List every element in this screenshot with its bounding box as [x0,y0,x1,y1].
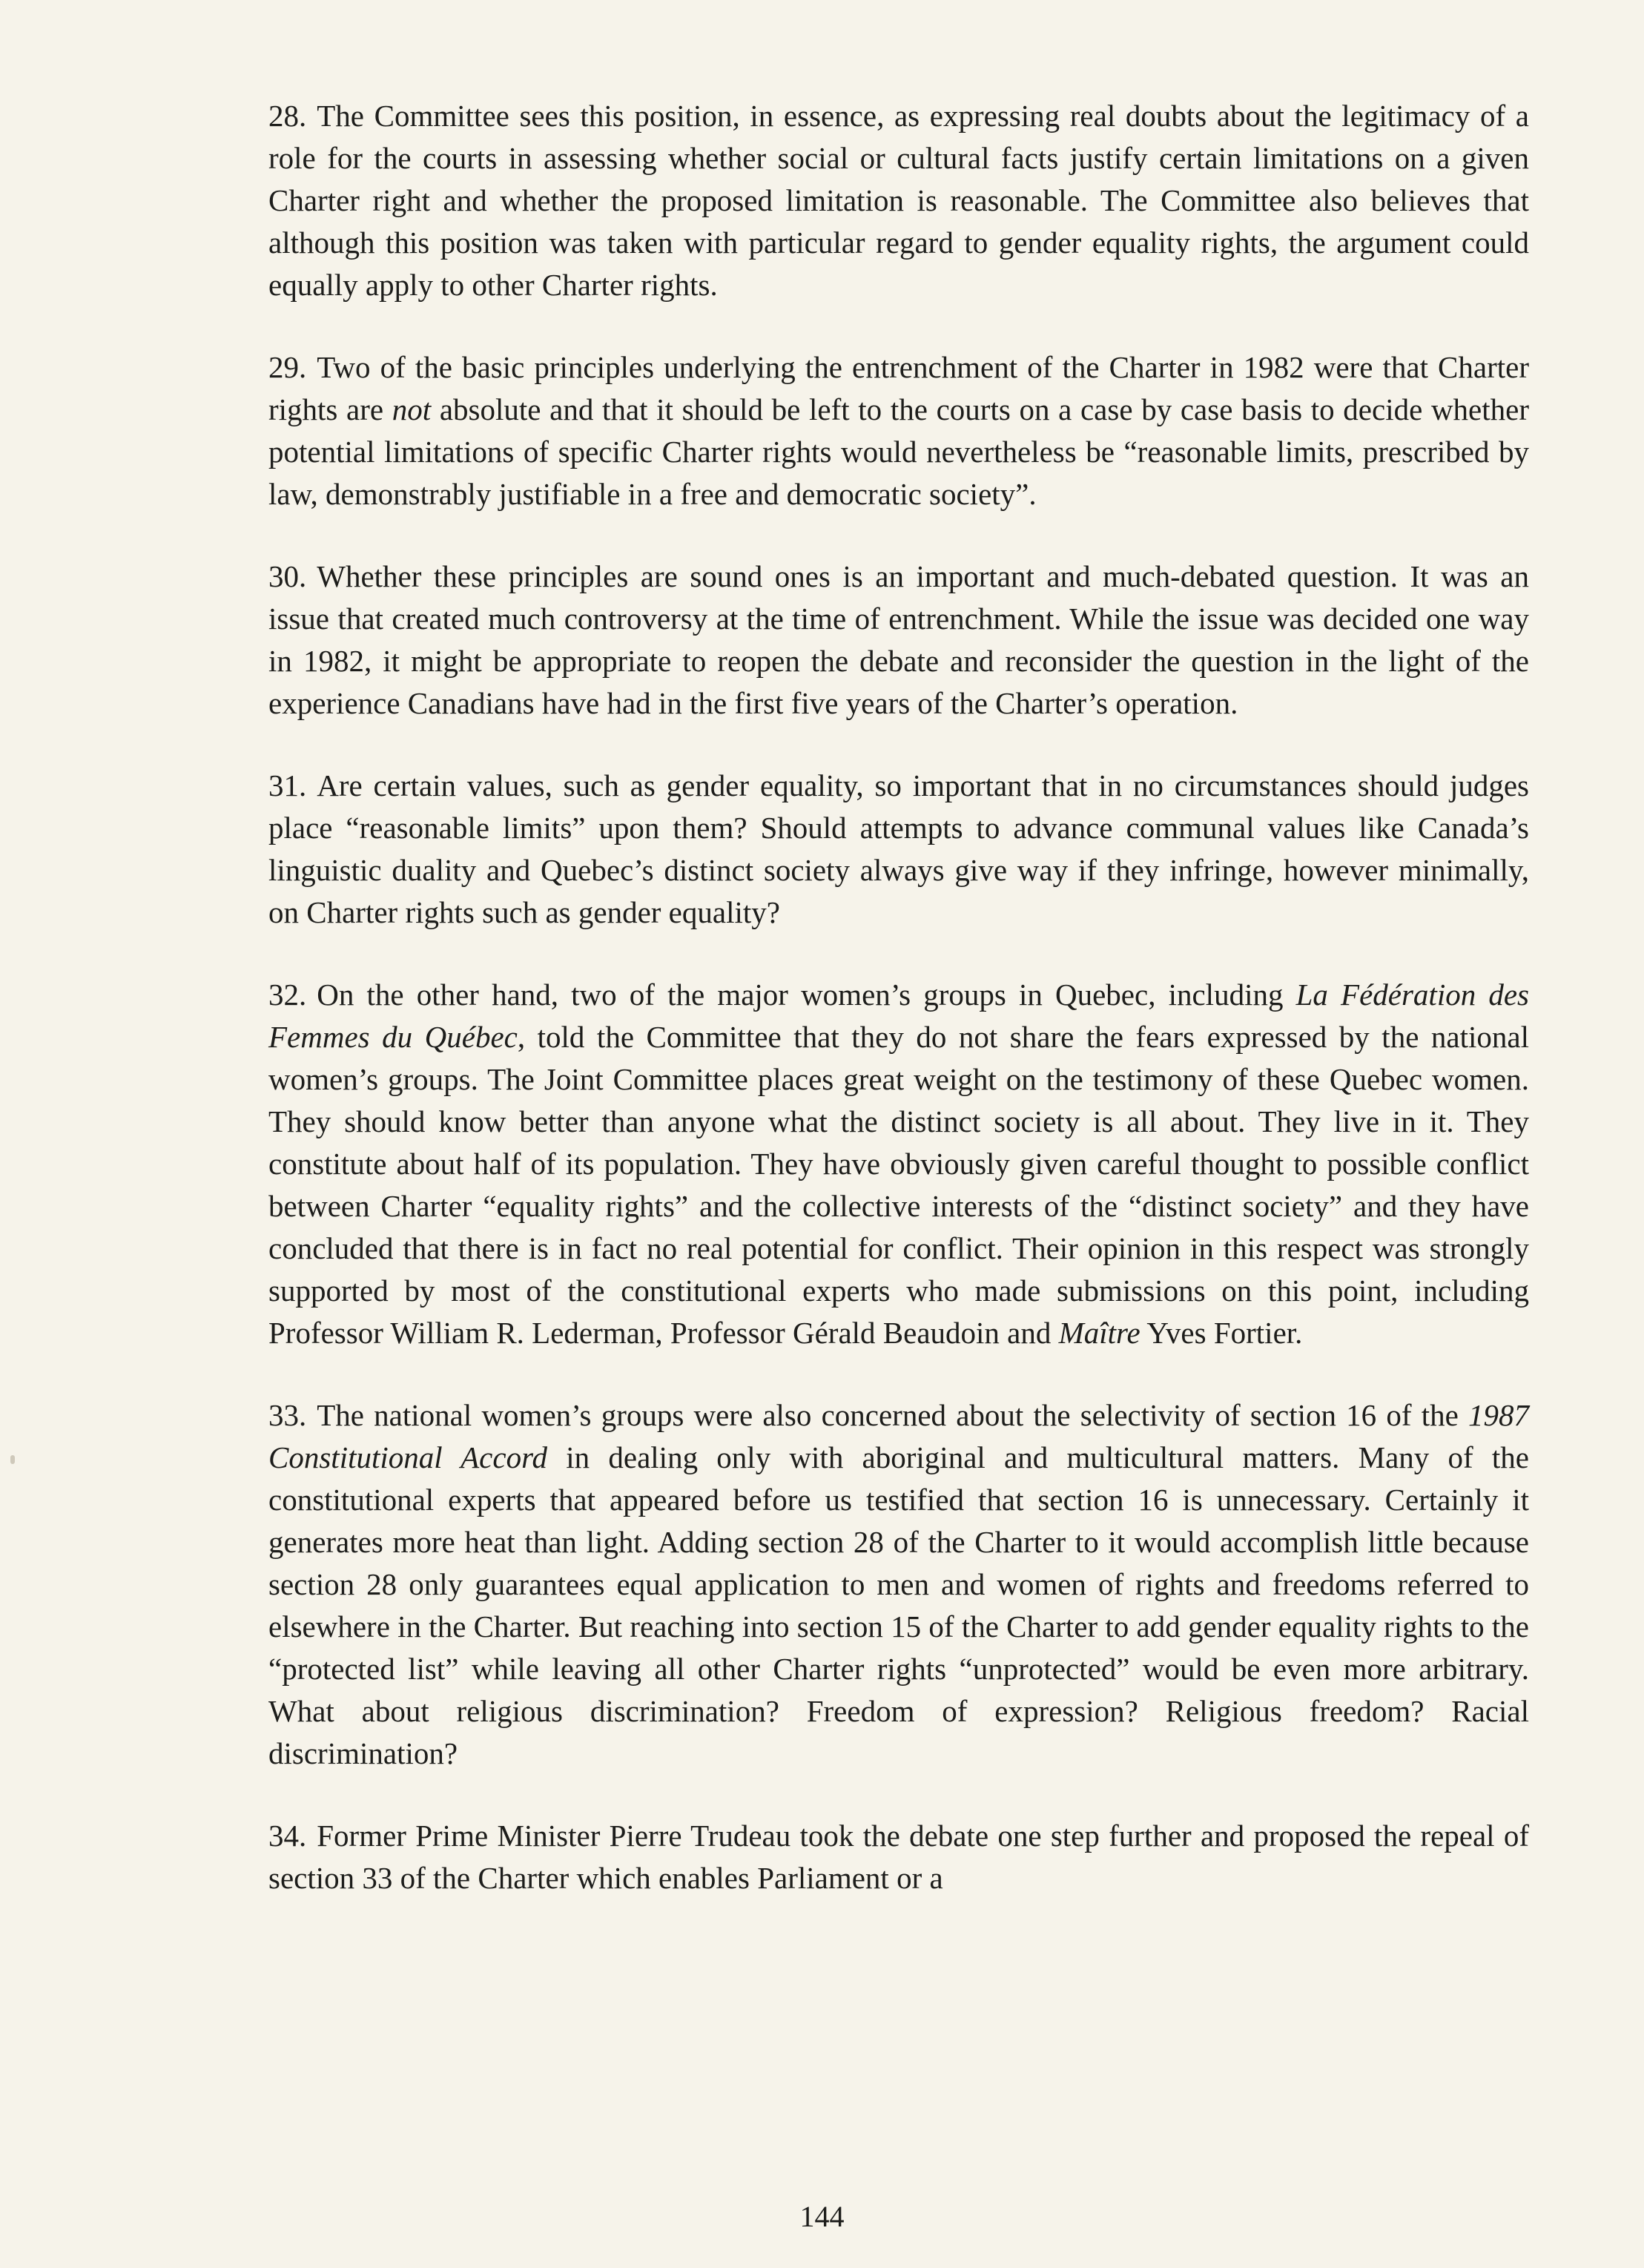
paragraph-text: The Committee sees this position, in essence, as expressing real doubts about the legitimacy of a role for the courts in assessing whether social or cultural facts justify certain limitations on a given Charter right and whether the proposed limitation is reasonable. The Committee also believes that although this position was taken with particular regard to gender equality rights, the argument could equally apply to other Charter rights. [268,99,1529,302]
paragraph-number: 30. [268,559,307,593]
paragraph-29 [268,346,1529,515]
paragraph-number: 31. [268,768,307,802]
paragraph-number: 28. [268,99,307,133]
paragraph-34 [268,1815,1529,1899]
paragraph-number: 33. [268,1398,307,1432]
paragraph-text: in dealing only with aboriginal and multicultural matters. Many of the constitutional experts that appeared before us testified that section 16 is unnecessary. Certainly it generates more heat than light. Adding section 28 of the Charter to it would accomplish little because section 28 only guarantees equal application to men and women of rights and freedoms referred to elsewhere in the Charter. But reaching into section 15 of the Charter to add gender equality rights to the “protected list” while leaving all other Charter rights “unprotected” would be even more arbitrary. What about religious discrimination? Freedom of expression? Religious freedom? Racial discrimination? [268,1440,1529,1770]
emphasis-text: not [392,392,432,426]
emphasis-text: La Fédération des Femmes du Québec [268,978,1529,1054]
paragraph-text: absolute and that it should be left to the courts on a case by case basis to decide whether potential limitations of specific Charter rights would nevertheless be “reasonable limits, prescribed by law, demonstrably justifiable in a free and democratic society”. [268,392,1529,511]
document-body [268,95,1529,1899]
emphasis-text: Maître [1058,1316,1140,1350]
paragraph-text: Two of the basic principles underlying the entrenchment of the Charter in 1982 were that Charter rights are [268,350,1529,426]
paragraph-30 [268,556,1529,725]
paragraph-text: Yves Fortier. [1140,1316,1303,1350]
paragraph-33 [268,1394,1529,1775]
paragraph-number: 32. [268,978,307,1012]
emphasis-text: 1987 Constitutional Accord [268,1398,1529,1474]
paragraph-text: Former Prime Minister Pierre Trudeau took the debate one step further and proposed the repeal of section 33 of the Charter which enables Parliament or a [268,1819,1529,1895]
paragraph-31 [268,765,1529,934]
paragraph-number: 29. [268,350,307,384]
paper-speck [10,1455,15,1464]
paragraph-text: On the other hand, two of the major women’s groups in Quebec, including [317,978,1296,1012]
paragraph-text: The national women’s groups were also concerned about the selectivity of section 16 of the [317,1398,1468,1432]
paragraph-32 [268,974,1529,1354]
paragraph-28 [268,95,1529,306]
paragraph-text: , told the Committee that they do not share the fears expressed by the national women’s groups. The Joint Committee places great weight on the testimony of these Quebec women. They should know better than anyone what the distinct society is all about. They live in it. They constitute about half of its population. They have obviously given careful thought to possible conflict between Charter “equality rights” and the collective interests of the “distinct society” and they have concluded that there is in fact no real potential for conflict. Their opinion in this respect was strongly supported by most of the constitutional experts who made submissions on this point, including Professor William R. Lederman, Professor Gérald Beaudoin and [268,1020,1529,1350]
paragraph-text: Whether these principles are sound ones is an important and much-debated question. It was an issue that created much controversy at the time of entrenchment. While the issue was decided one way in 1982, it might be appropriate to reopen the debate and reconsider the question in the light of the experience Canadians have had in the first five years of the Charter’s operation. [268,559,1529,720]
page-number: 144 [799,2200,845,2233]
paragraph-number: 34. [268,1819,307,1853]
paragraph-text: Are certain values, such as gender equality, so important that in no circumstances should judges place “reasonable limits” upon them? Should attempts to advance communal values like Canada’s linguistic duality and Quebec’s distinct society always give way if they infringe, however minimally, on Charter rights such as gender equality? [268,768,1529,929]
